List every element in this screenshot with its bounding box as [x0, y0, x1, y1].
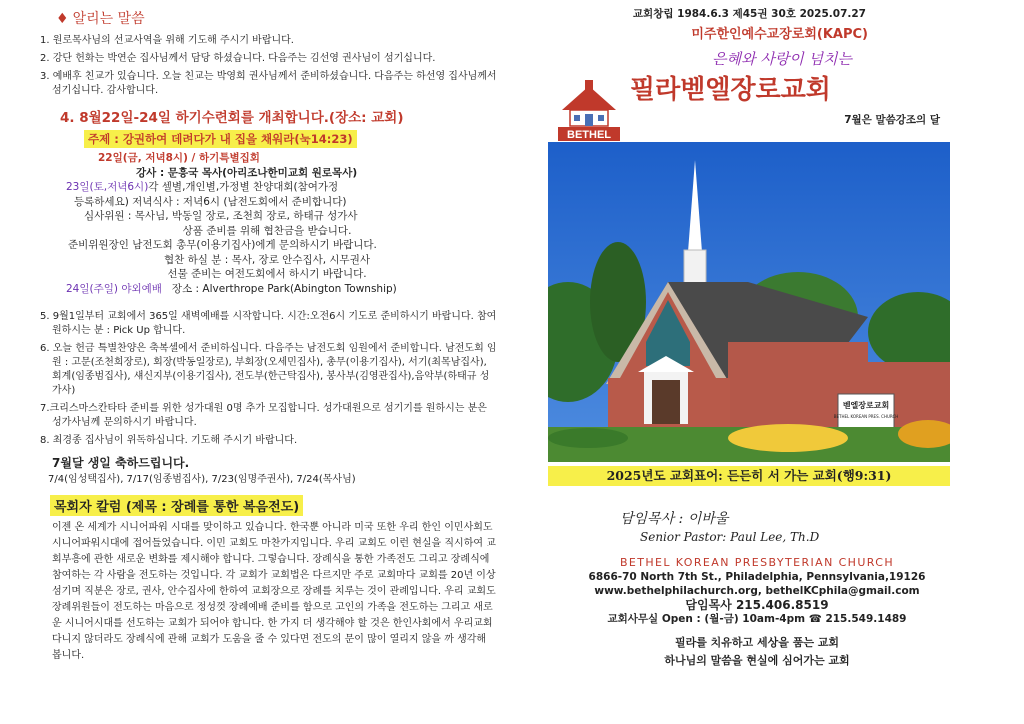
retreat-day23-line7: 선물 준비는 여전도회에서 하시기 바랍니다.: [167, 268, 367, 280]
logo-text: BETHEL: [567, 129, 611, 141]
retreat-day23-rest: 각 셀별,개인별,가정별 찬양대회(참여가정: [148, 181, 339, 193]
left-panel: [36, 6, 498, 664]
header-info: 교회창립 1984.6.3 제45권 30호 2025.07.27: [632, 8, 866, 20]
birthday-title: 7월달 생일 축하드립니다.: [52, 456, 190, 470]
retreat-theme: 주제 : 강권하여 데려다가 내 집을 채워라(눅14:23): [84, 130, 357, 148]
address: 6866-70 North 7th St., Philadelphia, Pennsylvania,19126: [588, 571, 926, 583]
announcement-5: 5. 9월1일부터 교회에서 365일 새벽예배를 시작합니다. 시간:오전6시 기도로 준비하시기 바랍니다. 참여원하시는 분 : Pick Up 합니다.: [40, 311, 497, 336]
birthday-list: 7/4(임성택집사), 7/17(임종범집사), 7/23(임명주권사), 7/24(목사님): [48, 474, 356, 485]
logo-window-right: [598, 115, 604, 121]
church-sign: [838, 394, 894, 430]
flowers-yellow: [728, 424, 848, 452]
contact-block: [562, 570, 952, 626]
pastor-phone: 담임목사 215.406.8519: [685, 598, 829, 612]
church-logo: [556, 80, 622, 142]
pastor-korean: 담임목사 : 이바울: [620, 511, 729, 527]
denomination: 미주한인예수교장로회(KAPC): [691, 27, 868, 42]
church-sign-text: 벧엘장로교회: [842, 401, 890, 410]
retreat-day23-line6: 협찬 하실 분 : 목사, 장로 안수집사, 시무권사: [163, 253, 370, 266]
church-name-wrap: [630, 69, 992, 106]
footer-line-2: 하나님의 말씀을 현실에 심어가는 교회: [664, 654, 850, 667]
website-email: www.bethelphilachurch.org, bethelKCphila@gmail.com: [594, 585, 920, 597]
column-title: 목회자 칼럼 (제목 : 장례를 통한 복음전도): [50, 495, 303, 516]
church-photo: [548, 142, 950, 462]
column-body: 이젠 온 세계가 시니어파워 시대를 맞이하고 있습니다. 한국뿐 아니라 미국 또한 우리 한인 이민사회도 시니어파워시대에 접어들었습니다. 이민 교회도 마찬가지입니다. 우리 교회도 이런 현실을 직시하여 교회부흥에 관한 새로운 변화를 제시해야 합니다. 그렇습니다. 장례식을 통한 가족전도 그리고 장례식에 참여하는 각 사람을 전도하는 것입니다. 각 교회가 교회법은 다르지만 주로 교회마다 교회를 20년 이상 섬기며 직분은 장로, 권사, 안수집사에 한하여 교회장으로 장례를 치루는 것이 관례입니다. 우리 교회도 장례위원들이 전도하는 마음으로 정성껏 장례예배 준비를 함으로 고인의 가족을 전도하는 그리고 새로운 시니어시대를 선도하는 교회가 되어야 합니다. 한 가지 더 생각해야 할 것은 한인사회에서 우리교회 다니지 않더라도 장례식에 관해 교회가 도움을 줄 수 있다면 전도의 문이 많이 열리지 않을 까 생각해 봅니다.: [52, 522, 496, 661]
footer-line-1: 필라를 치유하고 세상을 품는 교회: [674, 636, 840, 649]
office-hours: 교회사무실 Open : (월-금) 10am-4pm ☎ 215.549.1489: [607, 613, 907, 625]
logo-door: [585, 114, 593, 126]
retreat-title: 4. 8월22일-24일 하기수련회를 개최합니다.(장소: 교회): [60, 110, 404, 126]
announcement-8: 8. 최경종 집사님이 위독하십니다. 기도해 주시기 바랍니다.: [40, 435, 298, 446]
retreat-day23: [66, 180, 498, 195]
announcement-7: 7.크리스마스칸타타 준비를 위한 성가대원 0명 추가 모집합니다. 성가대원으로 섬기기를 원하시는 분은 성가사님께 문의하시기 바랍니다.: [40, 403, 487, 428]
announcement-2: 2. 강단 헌화는 박연순 집사님께서 담당 하셨습니다. 다음주는 김선영 권사님이 섬기십니다.: [40, 53, 436, 64]
shrubs: [548, 428, 628, 448]
church-motto: 2025년도 교회표어: 든든히 서 가는 교회(행9:31): [548, 466, 950, 486]
retreat-day23-line2: 등록하세요) 저녁식사 : 저녁6시 (남전도회에서 준비합니다): [74, 195, 347, 208]
church-name: 필라벧엘장로교회: [630, 75, 831, 105]
logo-steeple: [585, 80, 593, 94]
church-sign-subtext: BETHEL KOREAN PRES. CHURCH: [833, 414, 899, 419]
retreat-day22: 22일(금, 저녁8시) / 하기특별집회: [98, 152, 260, 164]
retreat-day24-rest: 장소 : Alverthrope Park(Abington Township): [171, 282, 397, 295]
entry-door: [652, 380, 680, 424]
announcement-1: 1. 원로목사님의 선교사역을 위해 기도해 주시기 바랍니다.: [40, 35, 294, 46]
slogan: 은혜와 사랑이 넘치는: [712, 50, 852, 68]
announcements-title: ♦ 알리는 말씀: [56, 11, 145, 27]
pastor-english: Senior Pastor: Paul Lee, Th.D: [640, 530, 820, 544]
month-theme: 7월은 말씀강조의 달: [844, 114, 940, 126]
announcement-3: 3. 예배후 친교가 있습니다. 오늘 친교는 박영희 권사님께서 준비하셨습니다. 다음주는 하선영 집사님께서 섬기십니다. 감사합니다.: [40, 71, 497, 96]
steeple-base: [684, 250, 706, 286]
church-english-name: BETHEL KOREAN PRESBYTERIAN CHURCH: [619, 556, 895, 569]
diamond-icon: ♦: [56, 11, 69, 27]
retreat-day23-line4: 상품 준비를 위해 협찬금을 받습니다.: [182, 224, 352, 237]
retreat-speaker: 강사 : 문흥국 목사(아리조나한미교회 원로목사): [136, 166, 358, 179]
retreat-day24-head: 24일(주일) 야외예배: [66, 282, 162, 295]
retreat-day23-line3: 심사위원 : 목사님, 박동일 장로, 조천희 장로, 하태규 성가사: [84, 210, 358, 222]
announcement-6: 6. 오늘 헌금 특별찬양은 축복셀에서 준비하십니다. 다음주는 남전도회 임원에서 준비합니다. 남전도회 임원 : 고문(조천희장로), 회장(박동일장로), 부회장(오세민집사), 총무(이용기집사), 서기(최목남집사), 회계(임종범집사), 섀신지부(이용기집사), 전도부(한근탁집사), 봉사부(김영관집사),음악부(하태규 성가사): [40, 343, 497, 396]
retreat-day23-head: 23일(토,저녁6시): [66, 181, 149, 193]
retreat-day24: [66, 282, 498, 297]
retreat-day23-line5: 준비위원장인 남전도회 총무(이용기집사)에게 문의하시기 바랍니다.: [68, 239, 377, 251]
logo-window-left: [574, 115, 580, 121]
